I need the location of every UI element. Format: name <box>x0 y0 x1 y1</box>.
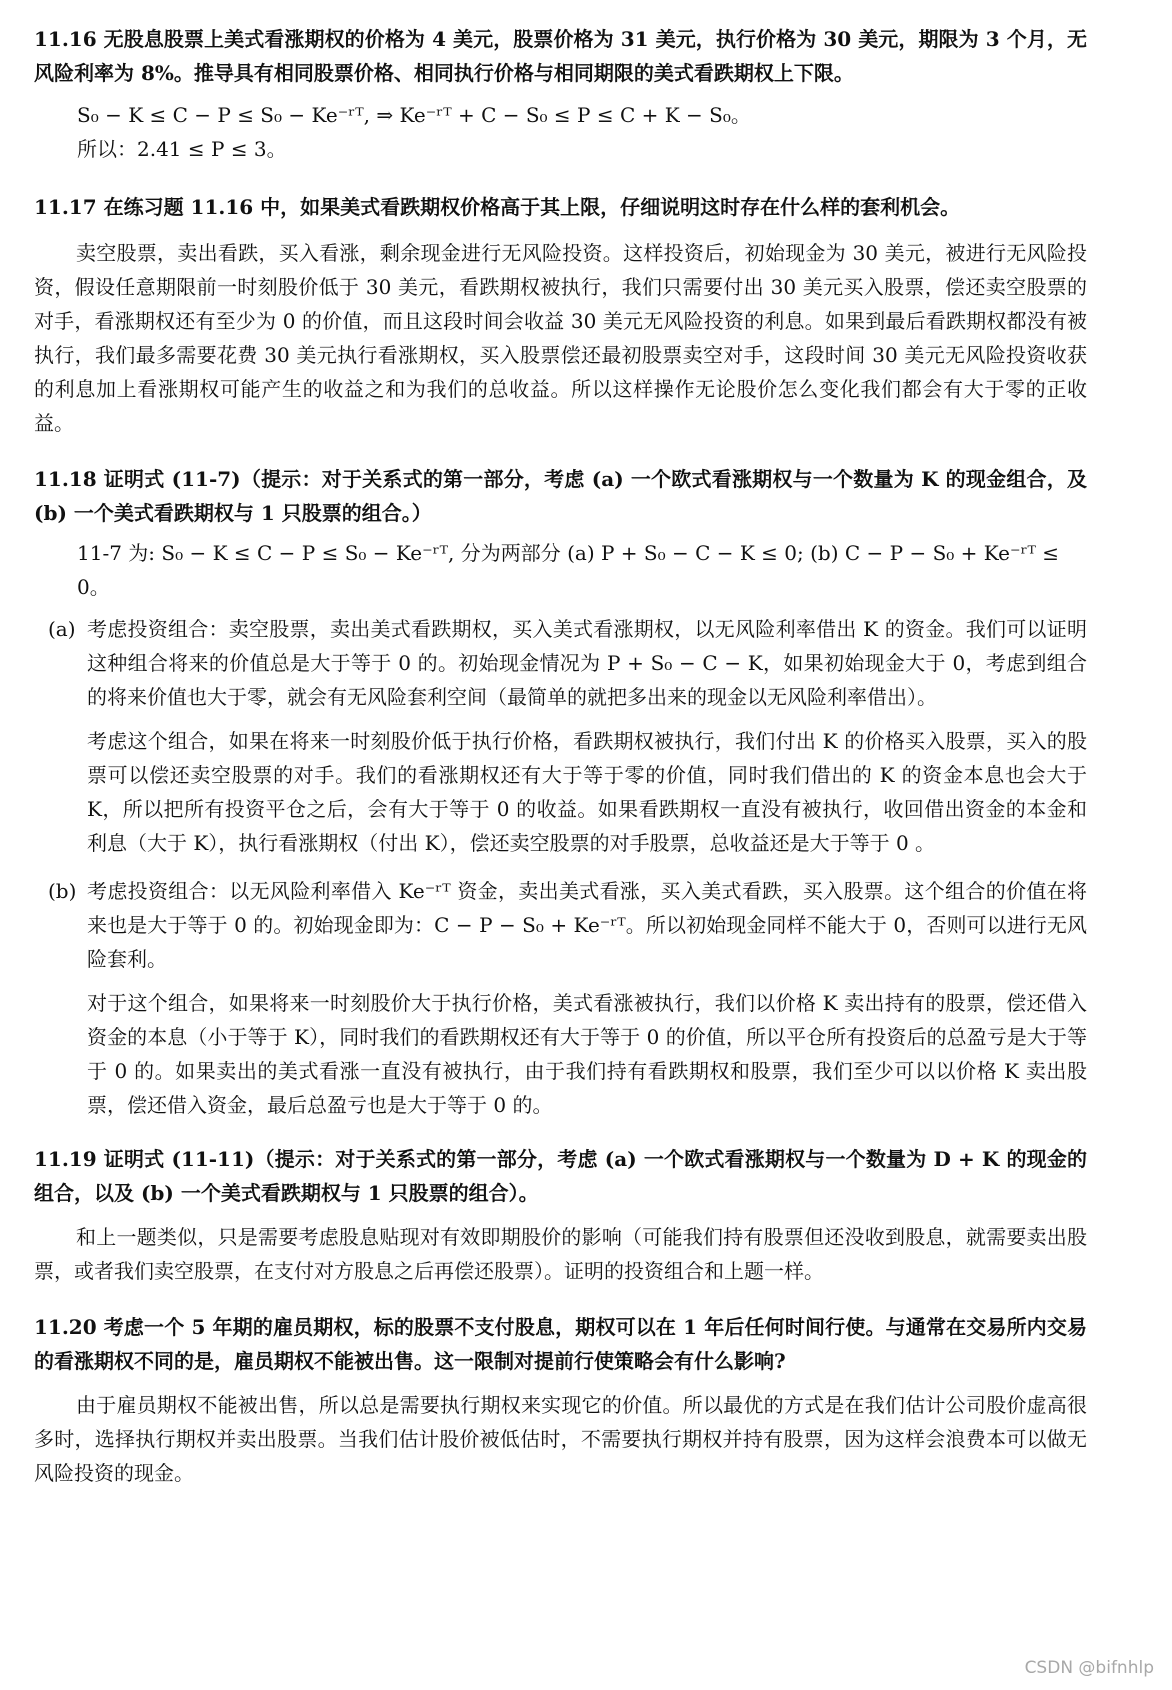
item-b <box>34 874 1087 1122</box>
item-b-paragraph-2: 对于这个组合，如果将来一时刻股价大于执行价格，美式看涨被执行，我们以价格 K 卖出持有的股票，偿还借入资金的本息（小于等于 K），同时我们的看跌期权还有大于等于 0 的价值，所以平仓所有投资后的总盈亏是大于等于 0 的。如果卖出的美式看涨一直没有被执行，由于我们持有看跌期权和股票，我们至少可以以价格 K 卖出股票，偿还借入资金，最后总盈亏也是大于等于 0 的。 <box>87 991 1087 1117</box>
answer-11-19: 和上一题类似，只是需要考虑股息贴现对有效即期股价的影响（可能我们持有股票但还没收到股息，就需要卖出股票，或者我们卖空股票，在支付对方股息之后再偿还股票）。证明的投资组合和上题一样。 <box>34 1225 1087 1283</box>
answer-11-17: 卖空股票，卖出看跌，买入看涨，剩余现金进行无风险投资。这样投资后，初始现金为 30 美元，被进行无风险投资，假设任意期限前一时刻股价低于 30 美元，看跌期权被执行，我们只需要付出 30 美元买入股票，偿还卖空股票的对手，看涨期权还有至少为 0 的价值，而且这段时间会收益 30 美元无风险投资的利息。如果到最后看跌期权都没有被执行，我们最多需要花费 30 美元执行看涨期权，买入股票偿还最初股票卖空对手，这段时间 30 美元无风险投资收获的利息加上看涨期权可能产生的收益之和为我们的总收益。所以这样操作无论股价怎么变化我们都会有大于零的正收益。 <box>34 241 1087 435</box>
answer-11-20: 由于雇员期权不能被出售，所以总是需要执行期权来实现它的价值。所以最优的方式是在我们估计公司股价虚高很多时，选择执行期权并卖出股票。当我们估计股价被低估时，不需要执行期权并持有股票，因为这样会浪费本可以做无风险投资的现金。 <box>34 1393 1087 1485</box>
result-11-16: 所以：2.41 ≤ P ≤ 3。 <box>77 137 287 161</box>
item-a-label: (a) <box>48 617 76 641</box>
item-a-paragraph-2: 考虑这个组合，如果在将来一时刻股价低于执行价格，看跌期权被执行，我们付出 K 的价格买入股票，买入的股票可以偿还卖空股票的对手。我们的看涨期权还有大于等于零的价值，同时我们借出的 K 的资金本息也会大于 K，所以把所有投资平仓之后，会有大于等于 0 的收益。如果看跌期权一直没有被执行，收回借出资金的本金和利息（大于 K），执行看涨期权（付出 K），偿还卖空股票的对手股票，总收益还是大于等于 0 。 <box>87 729 1087 855</box>
question-11-16: 11.16 无股息股票上美式看涨期权的价格为 4 美元，股票价格为 31 美元，执行价格为 30 美元，期限为 3 个月，无风险利率为 8%。推导具有相同股票价格、相同执行价格与相同期限的美式看跌期权上下限。 <box>34 27 1087 85</box>
question-11-17: 11.17 在练习题 11.16 中，如果美式看跌期权价格高于其上限，仔细说明这时存在什么样的套利机会。 <box>34 195 961 219</box>
formula-11-16: S₀ − K ≤ C − P ≤ S₀ − Ke⁻ʳᵀ, ⇒ Ke⁻ʳᵀ + C − S₀ ≤ P ≤ C + K − S₀。 <box>77 103 751 127</box>
watermark: CSDN @bifnhlp <box>1024 1658 1154 1678</box>
question-11-18: 11.18 证明式 (11-7)（提示：对于关系式的第一部分，考虑 (a) 一个欧式看涨期权与一个数量为 K 的现金组合，及 (b) 一个美式看跌期权与 1 只股票的组合。） <box>34 467 1087 525</box>
item-a-paragraph-1: 考虑投资组合：卖空股票，卖出美式看跌期权，买入美式看涨期权，以无风险利率借出 K 的资金。我们可以证明这种组合将来的价值总是大于等于 0 的。初始现金情况为 P + S₀ − C − K，如果初始现金大于 0，考虑到组合的将来价值也大于零，就会有无风险套利空间（最简单的就把多出来的现金以无风险利率借出）。 <box>87 617 1087 709</box>
item-b-paragraph-1: 考虑投资组合：以无风险利率借入 Ke⁻ʳᵀ 资金，卖出美式看涨，买入美式看跌，买入股票。这个组合的价值在将来也是大于等于 0 的。初始现金即为：C − P − S₀ + Ke⁻ʳᵀ。所以初始现金同样不能大于 0，否则可以进行无风险套利。 <box>87 879 1087 971</box>
item-a <box>34 612 1087 860</box>
item-b-label: (b) <box>48 879 77 903</box>
question-11-19: 11.19 证明式 (11-11)（提示：对于关系式的第一部分，考虑 (a) 一个欧式看涨期权与一个数量为 D + K 的现金的组合，以及 (b) 一个美式看跌期权与 1 只股票的组合）。 <box>34 1147 1087 1205</box>
question-11-20: 11.20 考虑一个 5 年期的雇员期权，标的股票不支付股息，期权可以在 1 年后任何时间行使。与通常在交易所内交易的看涨期权不同的是，雇员期权不能被出售。这一限制对提前行使策略会有什么影响? <box>34 1315 1087 1373</box>
document-page <box>34 22 1087 1490</box>
formula-11-18: 11-7 为: S₀ − K ≤ C − P ≤ S₀ − Ke⁻ʳᵀ, 分为两部分 (a) P + S₀ − C − K ≤ 0; (b) C − P − S₀ + Ke⁻ʳᵀ ≤ 0。 <box>77 541 1060 599</box>
